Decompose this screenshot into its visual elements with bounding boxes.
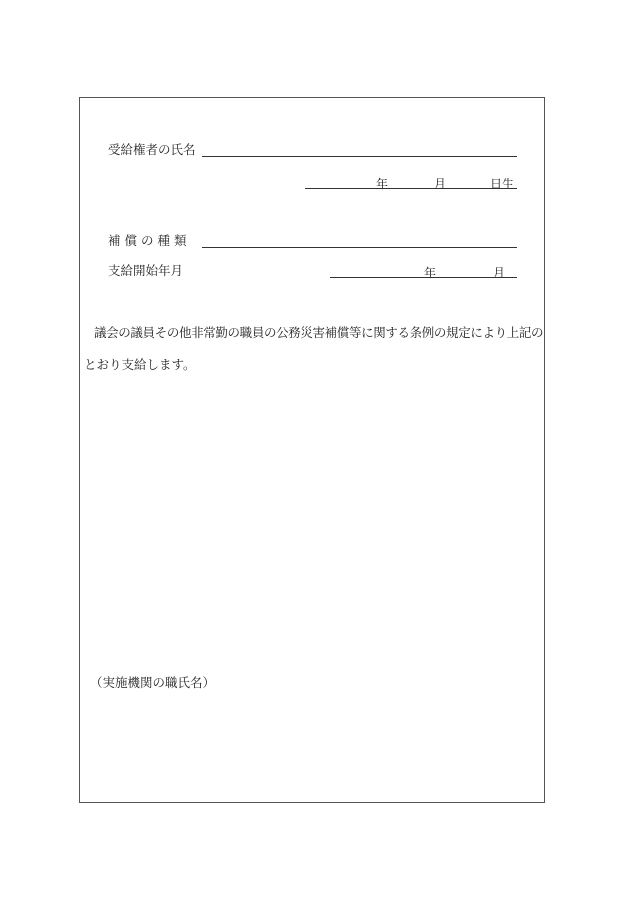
birth-date-line[interactable] bbox=[305, 188, 517, 189]
payment-start-line[interactable] bbox=[330, 277, 517, 278]
payment-start-label: 支給開始年月 bbox=[108, 263, 184, 278]
recipient-name-label: 受給権者の氏名 bbox=[108, 142, 196, 157]
birth-day-label: 日生 bbox=[490, 177, 515, 191]
compensation-type-line[interactable] bbox=[202, 247, 517, 248]
payment-month-label: 月 bbox=[493, 266, 506, 280]
agency-label: （実施機関の職氏名） bbox=[90, 675, 216, 690]
statement-line-2: とおり支給します。 bbox=[84, 357, 196, 372]
birth-year-label: 年 bbox=[376, 177, 389, 191]
recipient-name-line[interactable] bbox=[202, 156, 517, 157]
birth-month-label: 月 bbox=[434, 177, 447, 191]
form-frame bbox=[79, 97, 545, 803]
payment-year-label: 年 bbox=[424, 266, 437, 280]
compensation-type-label: 補償の種類 bbox=[108, 233, 191, 248]
statement-line-1: 議会の議員その他非常勤の職員の公務災害補償等に関する条例の規定により上記の bbox=[94, 325, 544, 340]
